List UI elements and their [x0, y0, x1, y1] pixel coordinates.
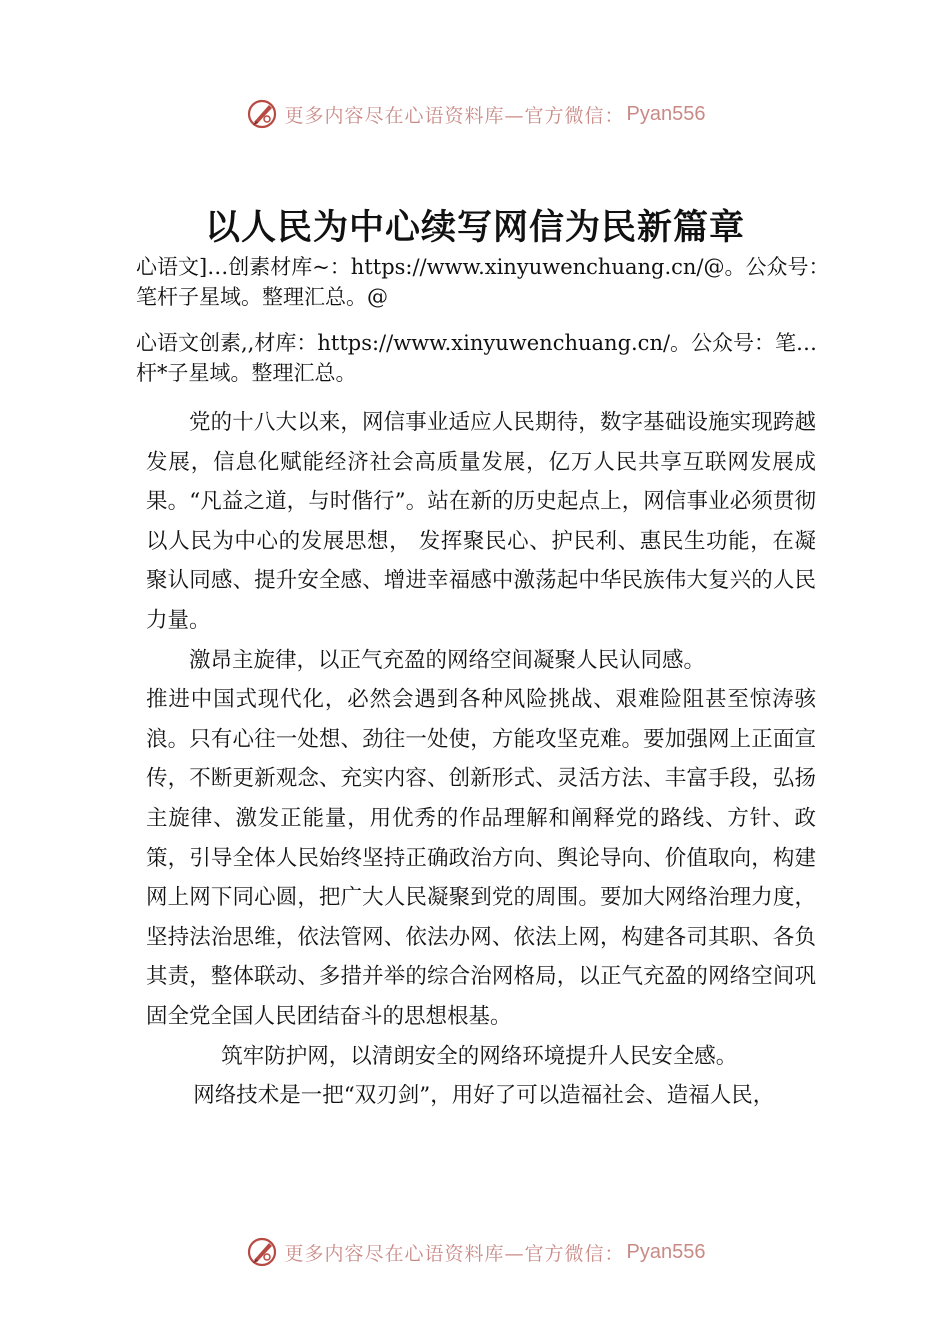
paragraph-section-2: 网络技术是一把“双刃剑”，用好了可以造福社会、造福人民，	[193, 1083, 775, 1109]
paragraph-intro: 党的十八大以来，网信事业适应人民期待，数字基础设施实现跨越发展，信息化赋能经济社会高质量发展，亿万人民共享互联网发展成果。“凡益之道，与时偕行”。站在新的历史起点上，网信事业必须贯彻以人民为中心的发展思想， 发挥聚民心、护民利、惠民生功能，在凝聚认同感、提升安全感、增进幸福感中激荡起中华民族伟大复兴的人民力量。	[146, 410, 816, 633]
banner-wechat-id: Pyan556	[626, 102, 706, 125]
header-watermark-banner	[0, 92, 950, 136]
banner-wechat-id: Pyan556	[626, 1240, 706, 1263]
section-heading-1: 激昂主旋律，以正气充盈的网络空间凝聚人民认同感。	[189, 647, 706, 673]
footer-watermark-banner	[0, 1230, 950, 1274]
section-heading-2: 筑牢防护网，以清朗安全的网络环境提升人民安全感。	[221, 1043, 738, 1069]
article-body	[146, 403, 816, 1116]
source-note-2: 心语文创素,,材库：https://www.xinyuwenchuang.cn/。公众号：笔…杆*子星域。整理汇总。	[136, 331, 818, 385]
banner-text: 更多内容尽在心语资料库—官方微信：	[284, 104, 625, 127]
source-note-1: 心语文]…创素材库~：https://www.xinyuwenchuang.cn/@。公众号：笔杆子星域。整理汇总。@	[136, 255, 830, 309]
document-title: 以人民为中心续写网信为民新篇章	[204, 207, 745, 248]
paragraph-section-1: 推进中国式现代化，必然会遇到各种风险挑战、艰难险阻甚至惊涛骇浪。只有心往一处想、劲往一处使，方能攻坚克难。要加强网上正面宣传，不断更新观念、充实内容、创新形式、灵活方法、丰富手段，弘扬主旋律、激发正能量，用优秀的作品理解和阐释党的路线、方针、政策，引导全体人民始终坚持正确政治方向、舆论导向、价值取向，构建网上网下同心圆，把广大人民凝聚到党的周围。要加大网络治理力度， 坚持法治思维，依法管网、依法办网、依法上网，构建各司其职、各负其责，整体联动、多措并举的综合治网格局，以正气充盈的网络空间巩固全党全国人民团结奋斗的思想根基。	[146, 687, 816, 1029]
banner-text: 更多内容尽在心语资料库—官方微信：	[284, 1242, 625, 1265]
quill-seal-logo-icon	[245, 97, 279, 131]
quill-seal-logo-icon	[245, 1235, 279, 1269]
